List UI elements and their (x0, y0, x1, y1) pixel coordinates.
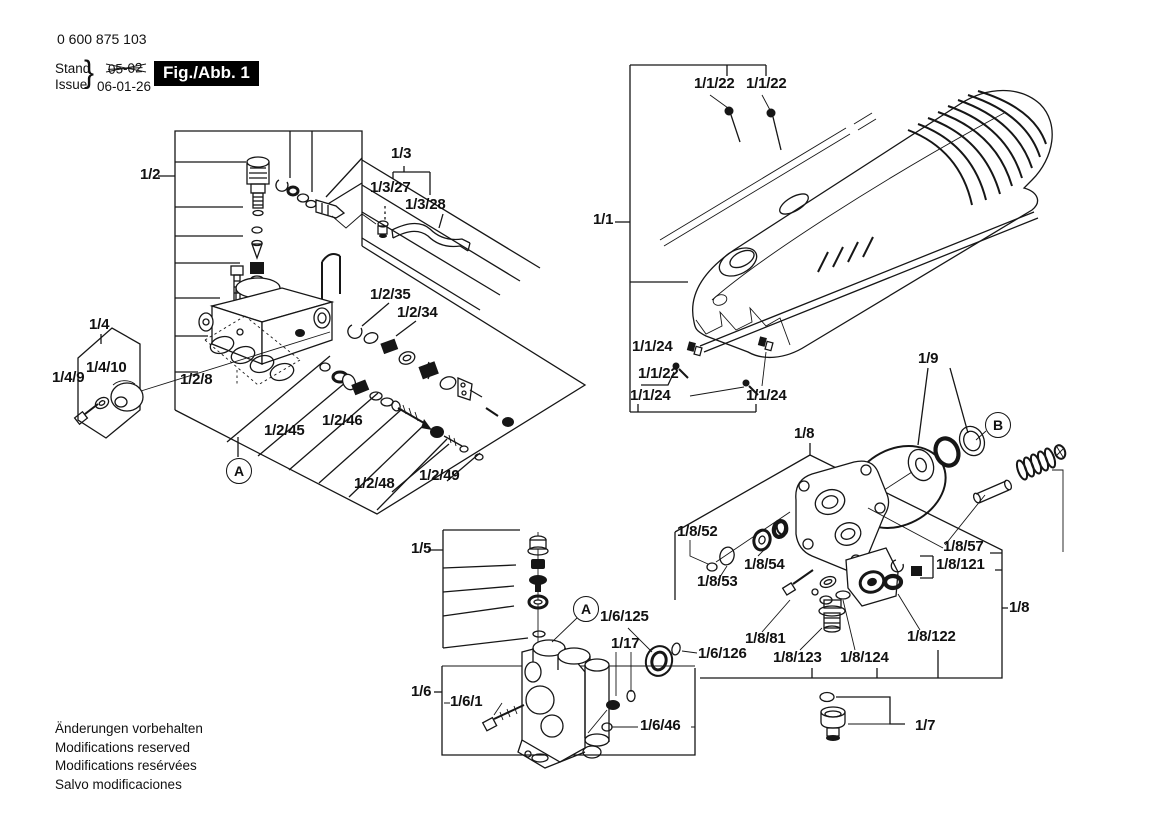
callout-1-1-22-c: 1/1/22 (638, 365, 679, 382)
parts-row-upper (348, 325, 514, 427)
callout-1-8-81: 1/8/81 (745, 630, 786, 647)
callout-1-1-24-b: 1/1/24 (630, 387, 671, 404)
callout-1-6-1: 1/6/1 (450, 693, 483, 710)
stand-label: Stand (55, 61, 91, 76)
issue-date: 06-01-26 (97, 79, 152, 94)
callout-1-2-49: 1/2/49 (419, 467, 460, 484)
detail-marker-b: B (985, 412, 1011, 438)
callout-1-7: 1/7 (915, 717, 936, 734)
legal-footer (55, 720, 203, 794)
footer-line-es: Salvo modificaciones (55, 776, 182, 792)
footer-line-fr: Modifications resérvées (55, 758, 197, 773)
callout-1-3-28: 1/3/28 (405, 196, 446, 213)
callout-1-6-46: 1/6/46 (640, 717, 681, 734)
callout-1-2-35: 1/2/35 (370, 286, 411, 303)
callout-1-5: 1/5 (411, 540, 432, 557)
callout-1-2-34: 1/2/34 (397, 304, 438, 321)
callout-1-4: 1/4 (89, 316, 110, 333)
callout-1-3: 1/3 (391, 145, 412, 162)
group-1-7 (820, 693, 905, 742)
issue-label: Issue (55, 77, 88, 92)
callout-1-2: 1/2 (140, 166, 161, 183)
callout-1-8-122: 1/8/122 (907, 628, 956, 645)
footer-line-en: Modifications reserved (55, 739, 191, 755)
callout-1-4-9: 1/4/9 (52, 369, 85, 386)
spring-and-pin (945, 444, 1067, 552)
detail-marker-a2: A (573, 596, 599, 622)
callout-1-1-24-a: 1/1/24 (632, 338, 673, 355)
brackets-1-1 (615, 65, 770, 412)
callout-1-1-22-a: 1/1/22 (694, 75, 735, 92)
callout-1-2-45: 1/2/45 (264, 422, 305, 439)
callout-1-8-57: 1/8/57 (943, 538, 984, 555)
pump-head-block (199, 254, 340, 364)
callout-1-8: 1/8 (794, 425, 815, 442)
housing-cover-1-1 (660, 91, 1052, 358)
callout-1-2-48: 1/2/48 (354, 475, 395, 492)
callout-1-6: 1/6 (411, 683, 432, 700)
callout-1-8-right: 1/8 (1009, 599, 1030, 616)
superseded-date: 05-02 (107, 60, 143, 77)
callout-1-3-27: 1/3/27 (370, 179, 411, 196)
group-1-5 (428, 530, 548, 648)
callout-1-8-124: 1/8/124 (840, 649, 889, 666)
callout-1-17: 1/17 (611, 635, 640, 652)
figure-title: Fig./Abb. 1 (154, 61, 259, 86)
callout-1-8-54: 1/8/54 (744, 556, 785, 573)
callout-1-9: 1/9 (918, 350, 939, 367)
group-1-9 (878, 368, 989, 494)
callout-1-1-22-b: 1/1/22 (746, 75, 787, 92)
callout-1-4-10: 1/4/10 (86, 359, 127, 376)
detail-marker-a1: A (226, 458, 252, 484)
callout-1-2-8: 1/2/8 (180, 371, 213, 388)
stand-issue-brace: } (84, 55, 95, 90)
document-part-number: 0 600 875 103 (57, 31, 147, 47)
callout-1-1-24-c: 1/1/24 (746, 387, 787, 404)
footer-line-de: Änderungen vorbehalten (55, 721, 203, 736)
callout-1-8-52: 1/8/52 (677, 523, 718, 540)
callout-1-6-126: 1/6/126 (698, 645, 747, 662)
callout-1-8-121: 1/8/121 (936, 556, 985, 573)
valve-block-1-6 (518, 640, 609, 768)
callout-1-6-125: 1/6/125 (600, 608, 649, 625)
callout-1-1: 1/1 (593, 211, 614, 228)
callout-1-8-123: 1/8/123 (773, 649, 822, 666)
callout-1-8-53: 1/8/53 (697, 573, 738, 590)
callout-1-2-46: 1/2/46 (322, 412, 363, 429)
